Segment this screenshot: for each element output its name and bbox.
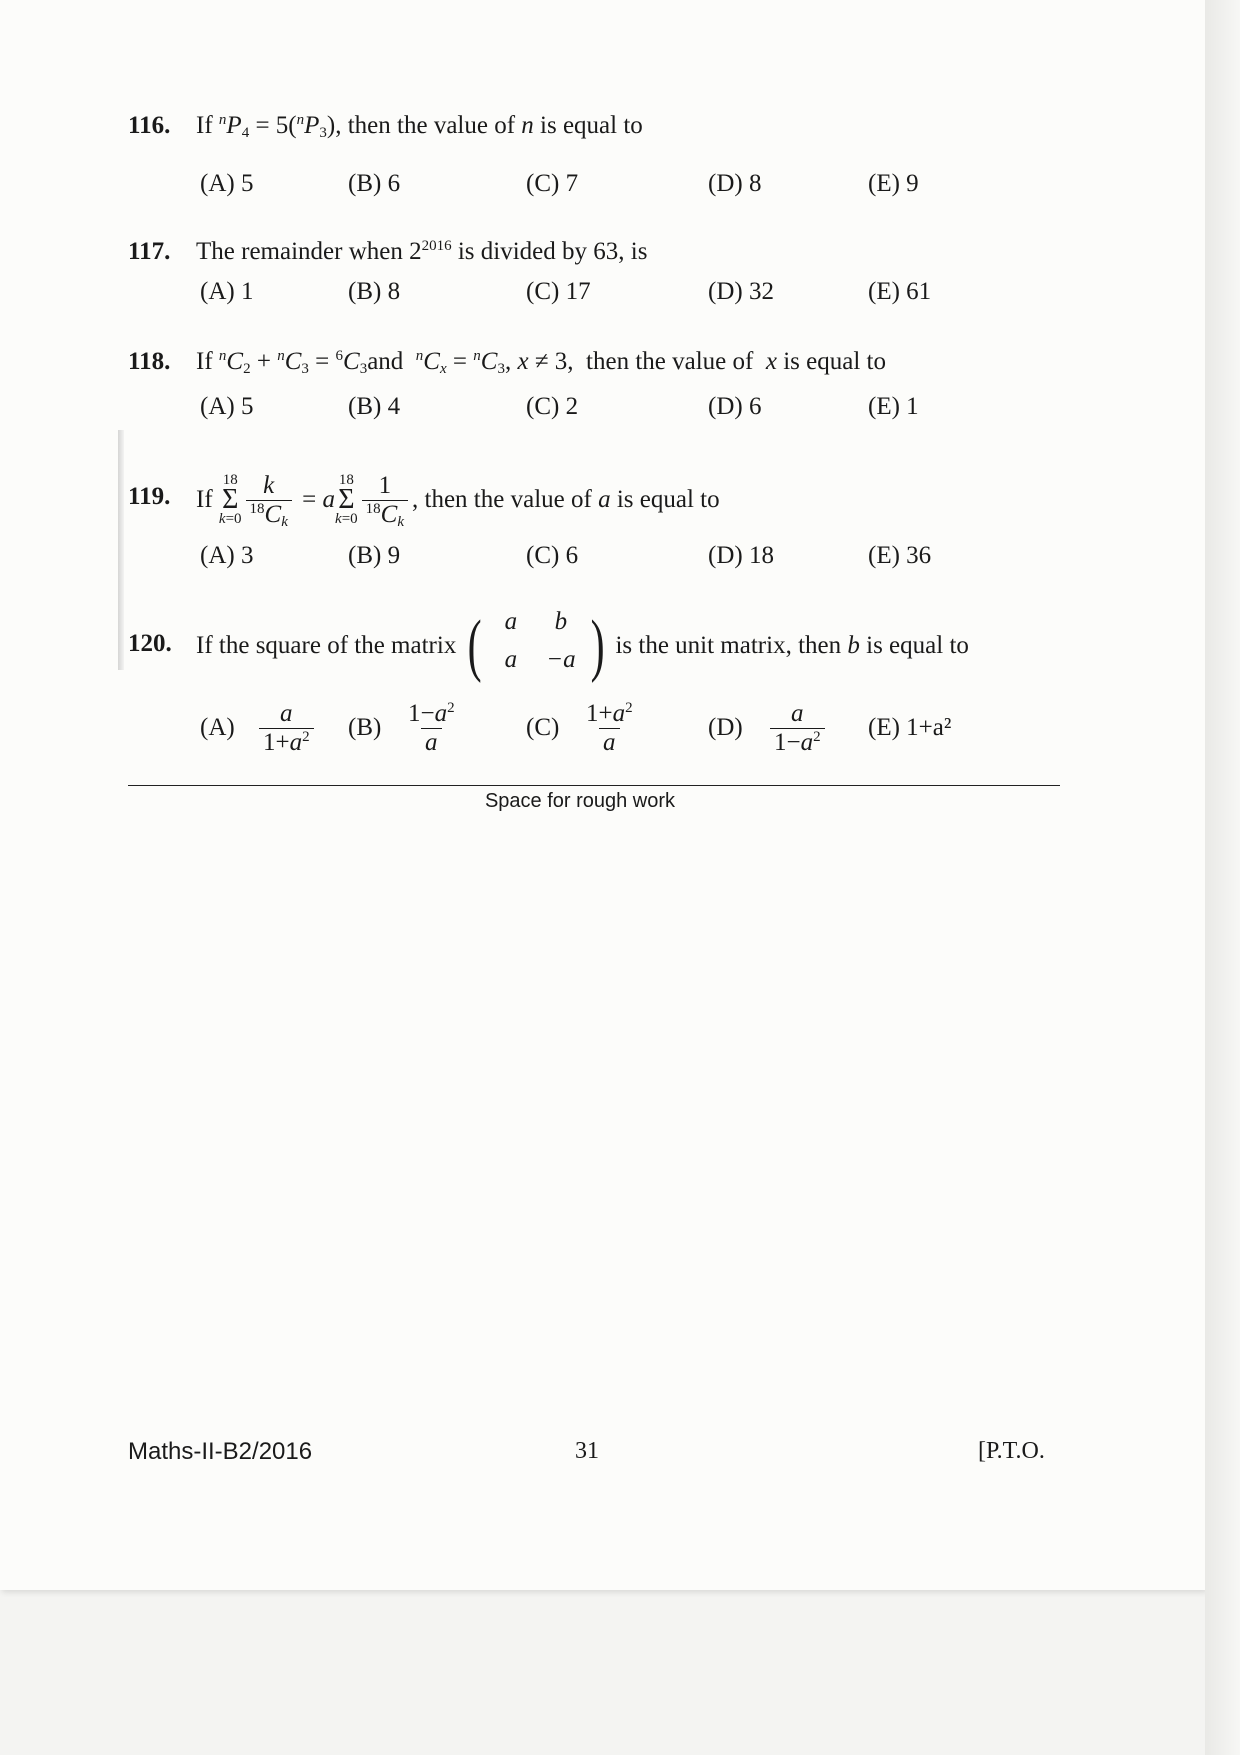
summation: 18 Σ k=0 (218, 472, 242, 527)
option-a[interactable]: (A) 1 (200, 278, 254, 305)
option-d-fraction: $\frac{a}{1-a^2}$ (770, 700, 825, 757)
option-e[interactable]: (E) 61 (868, 278, 932, 305)
option-c[interactable]: (C) 6 (526, 542, 579, 569)
options-116 (200, 170, 1000, 204)
option-d[interactable]: (D) 32 (708, 278, 774, 305)
option-e[interactable]: (E) 36 (868, 542, 932, 569)
option-b[interactable]: (B) 6 (348, 170, 401, 197)
question-text: If $^nC_2 + ^nC_3 = ^6C_3and$ $^nC_x = ^nC_3$, x ≠ 3, then the value of x is equal to (196, 348, 886, 377)
question-number: 120. (128, 630, 172, 657)
summation: 18 Σ k=0 (335, 472, 358, 527)
option-a-fraction: $\frac{a}{1+a^2}$ (259, 700, 314, 757)
question-number: 117. (128, 238, 171, 265)
options-118 (200, 393, 1000, 427)
question-number: 116. (128, 112, 171, 139)
option-c[interactable]: (C) 2 (526, 393, 579, 420)
option-a[interactable]: (A) 5 (200, 393, 254, 420)
option-d[interactable]: (D) 18 (708, 542, 774, 569)
option-c[interactable]: (C) 17 (526, 278, 591, 305)
option-d[interactable]: (D) 8 (708, 170, 762, 197)
options-117 (200, 278, 1000, 312)
rough-work-label: Space for rough work (484, 790, 676, 812)
option-c-fraction: $\frac{1+a^2}{a}$ (586, 700, 633, 756)
divider (128, 785, 1060, 786)
option-c-label[interactable]: (C) (526, 714, 560, 741)
option-e[interactable]: (E) 9 (868, 170, 919, 197)
option-b[interactable]: (B) 9 (348, 542, 401, 569)
option-b-fraction: $\frac{1-a^2}{a}$ (408, 700, 455, 756)
option-e[interactable]: (E) 1 (868, 393, 919, 420)
option-d-label[interactable]: (D) (708, 714, 743, 741)
fraction: $\frac{1}{^{18}C_k}$ (362, 472, 408, 529)
pto-label: [P.T.O. (978, 1438, 1045, 1464)
paper-code: Maths-II-B2/2016 (128, 1438, 313, 1465)
options-120 (200, 700, 1000, 770)
option-c[interactable]: (C) 7 (526, 170, 579, 197)
page-edge (1205, 0, 1240, 1755)
option-e[interactable]: (E) 1+a² (868, 714, 952, 741)
option-b[interactable]: (B) 8 (348, 278, 401, 305)
option-a-label[interactable]: (A) (200, 714, 235, 741)
question-text: If 18 Σ k=0 $\frac{k}{^{18}C_k}$ = a 18 Σ k=0 $\frac{1}{^{18}C_k}$ , then the value of a is equal to (196, 471, 720, 530)
option-b[interactable]: (B) 4 (348, 393, 401, 420)
question-text: The remainder when $2^{2016}$ is divided by 63, is (196, 238, 648, 265)
matrix: ( a b a −a ) (467, 607, 605, 684)
option-d[interactable]: (D) 6 (708, 393, 762, 420)
question-text: If $^nP_4 = 5(^nP_3)$, then the value of n is equal to (196, 112, 643, 141)
question-number: 119. (128, 483, 171, 510)
options-119 (200, 542, 1000, 576)
page-number: 31 (575, 1438, 599, 1464)
option-a[interactable]: (A) 5 (200, 170, 254, 197)
fraction: $\frac{k}{^{18}C_k}$ (246, 472, 292, 529)
scan-artifact (118, 430, 124, 670)
question-number: 118. (128, 348, 171, 375)
option-a[interactable]: (A) 3 (200, 542, 254, 569)
option-b-label[interactable]: (B) (348, 714, 382, 741)
question-text: If the square of the matrix ( a b a −a ) is the unit matrix, then b is equal to (196, 607, 969, 684)
